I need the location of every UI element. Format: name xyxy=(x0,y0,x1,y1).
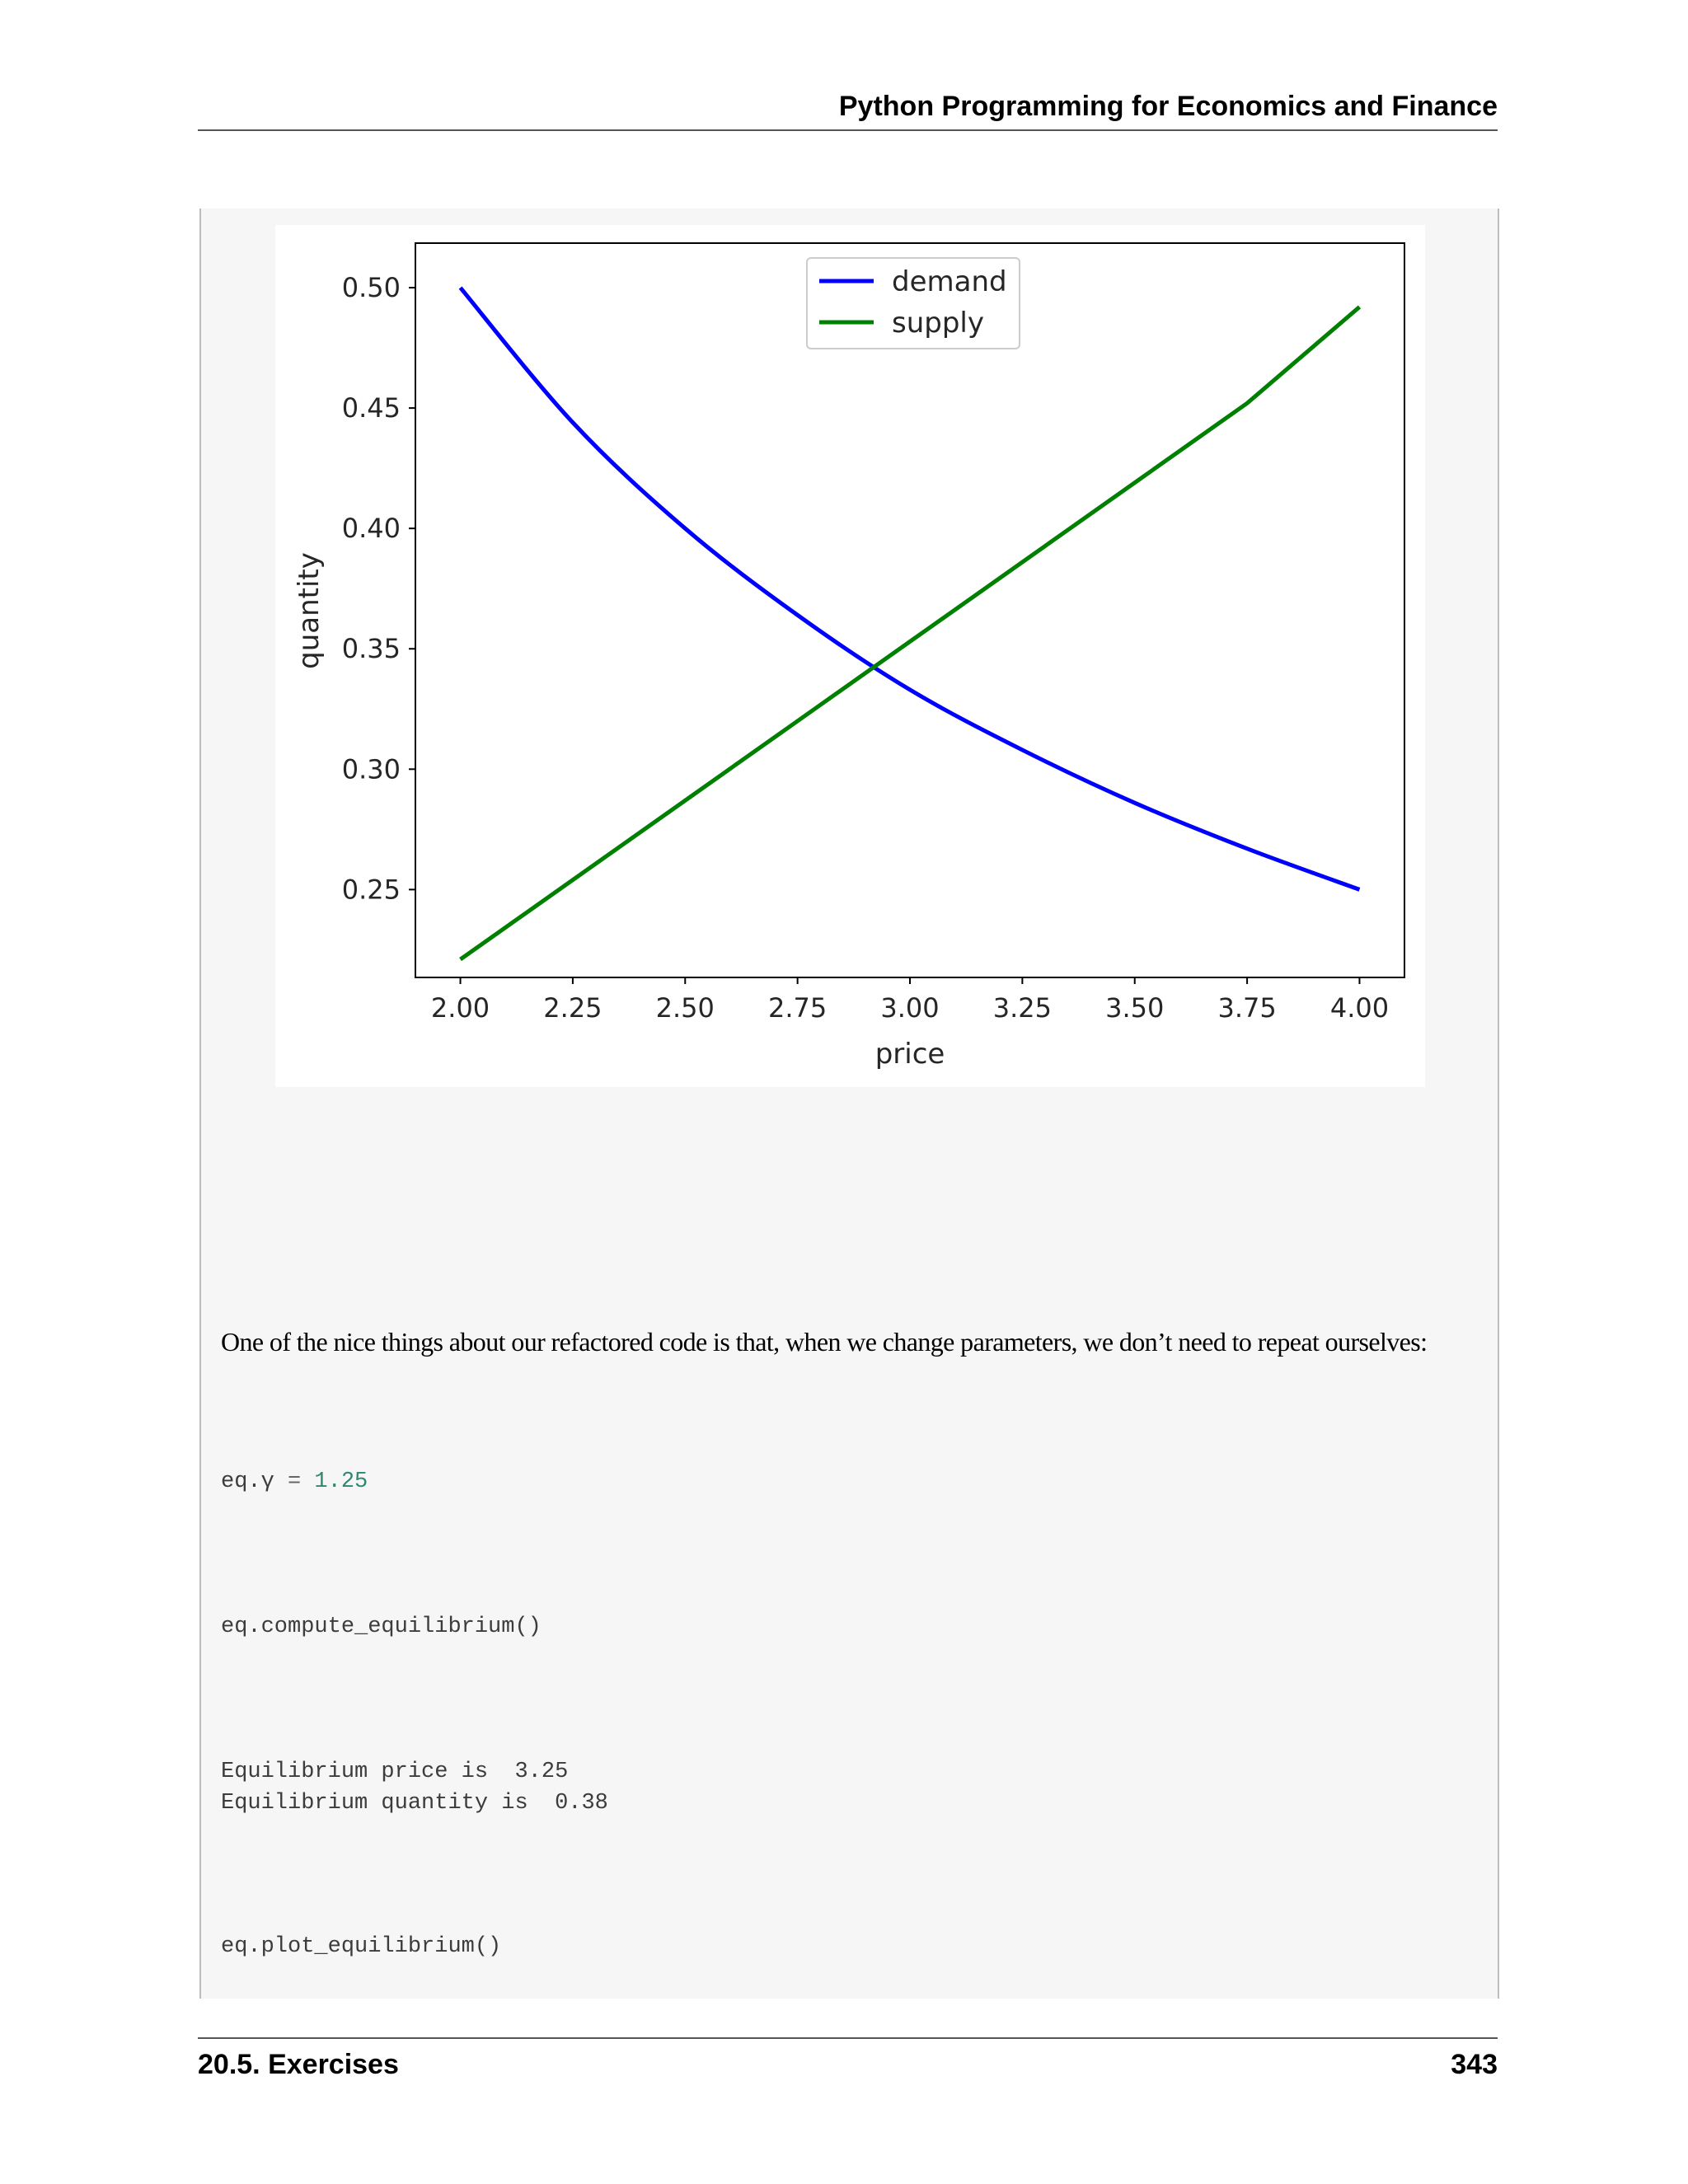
x-axis-label: price xyxy=(874,1038,945,1071)
x-tick-label-2: 2.50 xyxy=(655,992,715,1024)
output-line-quantity: Equilibrium quantity is 0.38 xyxy=(221,1791,608,1816)
body-paragraph: One of the nice things about our refactored code is that, when we change parameters, we don’t need to repeat ourselves: xyxy=(221,1327,1428,1357)
y-tick-label-3: 0.40 xyxy=(341,513,401,545)
legend xyxy=(807,258,1020,349)
code-input-set-gamma xyxy=(221,1466,368,1497)
y-axis-label: quantity xyxy=(293,552,326,669)
code-input-compute: eq.compute_equilibrium() xyxy=(221,1615,542,1639)
x-tick-label-1: 2.25 xyxy=(543,992,603,1024)
chart-figure xyxy=(275,225,1425,1087)
x-tick-label-5: 3.25 xyxy=(992,992,1052,1024)
y-tick-label-5: 0.50 xyxy=(341,272,401,304)
y-ticks xyxy=(342,272,415,905)
legend-label-supply: supply xyxy=(892,307,984,340)
plot-area xyxy=(415,243,1404,977)
code-input-plot: eq.plot_equilibrium() xyxy=(221,1934,502,1959)
legend-label-demand: demand xyxy=(892,265,1007,298)
code-operator: = xyxy=(288,1469,302,1494)
header-rule xyxy=(198,129,1498,131)
x-tick-label-0: 2.00 xyxy=(430,992,490,1024)
code-output xyxy=(221,1756,608,1819)
code-number: 1.25 xyxy=(314,1469,368,1494)
y-tick-label-4: 0.45 xyxy=(341,392,401,424)
code-variable: eq.γ xyxy=(221,1469,274,1494)
x-tick-label-8: 4.00 xyxy=(1329,992,1390,1024)
x-tick-label-4: 3.00 xyxy=(880,992,940,1024)
x-ticks xyxy=(431,977,1389,1024)
y-tick-label-0: 0.25 xyxy=(341,874,401,906)
running-header: Python Programming for Economics and Finance xyxy=(838,91,1498,122)
y-tick-label-2: 0.35 xyxy=(341,633,401,665)
footer-section: 20.5. Exercises xyxy=(198,2049,399,2080)
page-number: 343 xyxy=(1451,2049,1498,2080)
output-line-price: Equilibrium price is 3.25 xyxy=(221,1760,569,1784)
x-tick-label-3: 2.75 xyxy=(768,992,828,1024)
x-tick-label-7: 3.75 xyxy=(1217,992,1277,1024)
x-tick-label-6: 3.50 xyxy=(1105,992,1165,1024)
footer-rule xyxy=(198,2037,1498,2039)
y-tick-label-1: 0.30 xyxy=(341,753,401,785)
demand-supply-chart xyxy=(275,225,1425,1087)
notebook-cell xyxy=(199,209,1499,1999)
